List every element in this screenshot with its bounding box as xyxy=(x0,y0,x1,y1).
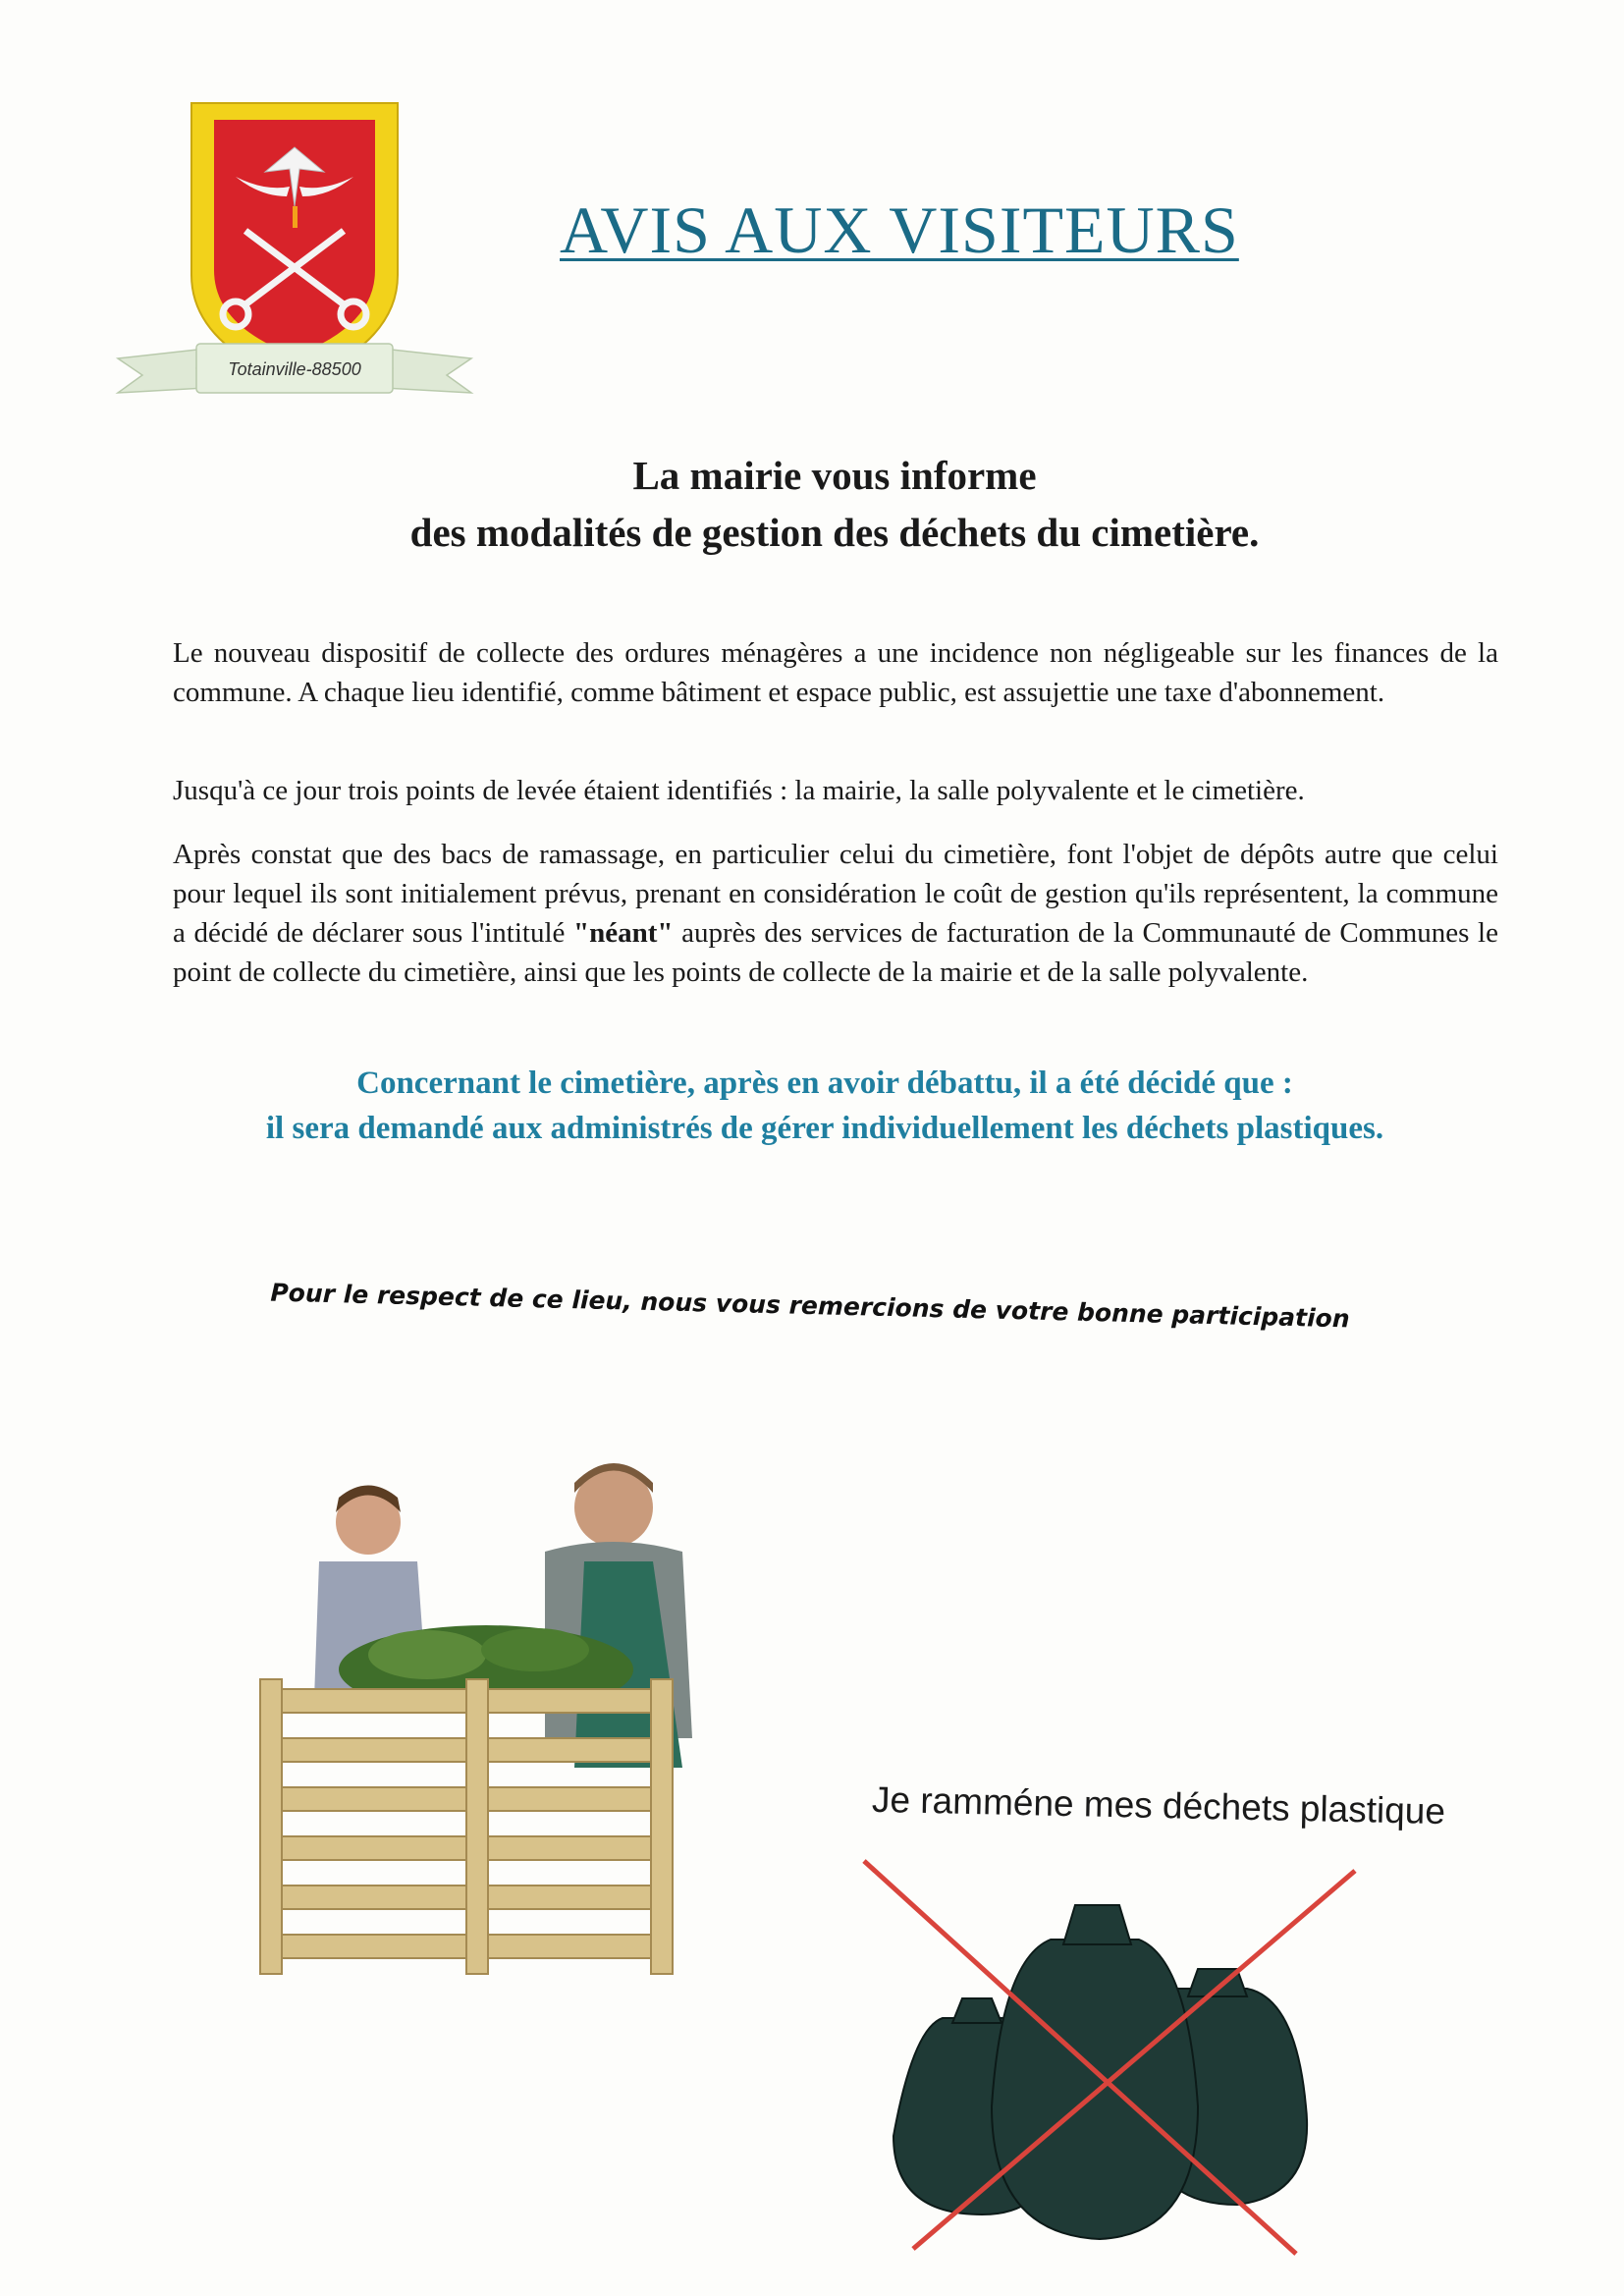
subtitle-line-2: des modalités de gestion des déchets du cimetière. xyxy=(409,510,1260,555)
compost-bin-illustration xyxy=(221,1444,731,1994)
trash-bags-crossed-illustration xyxy=(854,1851,1365,2264)
page-title: AVIS AUX VISITEURS xyxy=(560,192,1239,267)
slogan-text: Pour le respect de ce lieu, nous vous remercions de votre bonne participation xyxy=(270,1278,1350,1334)
paragraph-neant-label: "néant" xyxy=(573,917,674,949)
paragraph-collection-points: Jusqu'à ce jour trois points de levée étaient identifiés : la mairie, la salle polyvalente et le cimetière. xyxy=(173,775,1305,806)
paragraph-decision-details xyxy=(173,835,1498,992)
subtitle xyxy=(147,447,1522,561)
plastic-bags-caption: Je ramméne mes déchets plastique xyxy=(871,1778,1446,1832)
paragraph-finances: Le nouveau dispositif de collecte des ordures ménagères a une incidence non négligeable sur les finances de la commune. A chaque lieu identifié, comme bâtiment et espace public, est assujettie une taxe d'abonnement. xyxy=(173,637,1498,708)
municipal-crest xyxy=(98,98,491,422)
subtitle-line-1: La mairie vous informe xyxy=(632,453,1037,498)
decision-line-1: Concernant le cimetière, après en avoir débattu, il a été décidé que : xyxy=(356,1066,1293,1101)
decision-line-2: il sera demandé aux administrés de gérer individuellement les déchets plastiques. xyxy=(265,1111,1384,1146)
paragraph-text-after: auprès des services de facturation de la Communauté de Communes le point de collecte du cimetière, ainsi que les points de collecte de la mairie et de la salle polyvalente. xyxy=(173,917,1498,988)
decision-statement xyxy=(137,1061,1512,1151)
crest-motto: Totainville-88500 xyxy=(228,359,361,379)
paragraph-text-before: Après constat que des bacs de ramassage, en particulier celui du cimetière, font l'objet de dépôts autre que celui pour lequel ils sont initialement prévus, prenant en considération le coût de gestion qu'ils représentent, la commune a décidé de déclarer sous l'intitulé xyxy=(173,839,1498,949)
